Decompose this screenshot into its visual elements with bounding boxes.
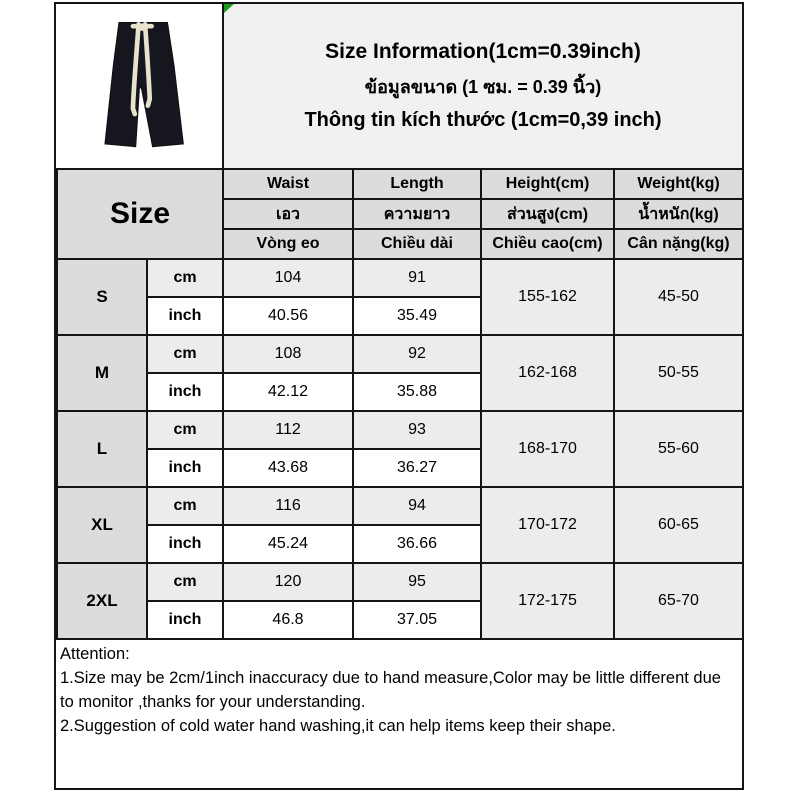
length-inch-value: 36.27 — [353, 449, 481, 487]
length-inch-value: 35.49 — [353, 297, 481, 335]
header-row-english — [57, 169, 743, 199]
unit-label-inch: inch — [147, 601, 223, 639]
waist-cm-value: 104 — [223, 259, 353, 297]
unit-label-cm: cm — [147, 259, 223, 297]
unit-label-cm: cm — [147, 411, 223, 449]
length-header-en: Length — [353, 169, 481, 199]
waist-cm-value: 120 — [223, 563, 353, 601]
waist-inch-value: 46.8 — [223, 601, 353, 639]
length-cm-value: 93 — [353, 411, 481, 449]
attention-section — [56, 640, 742, 788]
height-range: 162-168 — [481, 335, 614, 411]
weight-header-en: Weight(kg) — [614, 169, 743, 199]
unit-label-cm: cm — [147, 563, 223, 601]
title-english: Size Information(1cm=0.39inch) — [325, 40, 641, 63]
height-range: 170-172 — [481, 487, 614, 563]
size-label-l: L — [57, 411, 147, 487]
size-label-2xl: 2XL — [57, 563, 147, 639]
header-section — [56, 4, 742, 168]
waist-header-th: เอว — [223, 199, 353, 229]
length-cm-value: 91 — [353, 259, 481, 297]
height-header-th: ส่วนสูง(cm) — [481, 199, 614, 229]
waist-cm-value: 116 — [223, 487, 353, 525]
waist-inch-value: 40.56 — [223, 297, 353, 335]
waist-inch-value: 45.24 — [223, 525, 353, 563]
table-row-xl-cm — [57, 487, 743, 525]
weight-range: 55-60 — [614, 411, 743, 487]
pants-image — [61, 10, 217, 162]
size-chart-container — [54, 2, 744, 790]
length-cm-value: 95 — [353, 563, 481, 601]
table-row-2xl-cm — [57, 563, 743, 601]
waist-header-en: Waist — [223, 169, 353, 199]
size-label-xl: XL — [57, 487, 147, 563]
attention-note-1: 1.Size may be 2cm/1inch inaccuracy due to hand measure,Color may be little different due to monitor ,thanks for your understanding. — [60, 669, 721, 711]
size-table-header — [57, 169, 743, 259]
weight-header-vi: Cân nặng(kg) — [614, 229, 743, 259]
height-range: 155-162 — [481, 259, 614, 335]
unit-label-cm: cm — [147, 335, 223, 373]
waist-inch-value: 43.68 — [223, 449, 353, 487]
height-header-en: Height(cm) — [481, 169, 614, 199]
length-inch-value: 36.66 — [353, 525, 481, 563]
waist-inch-value: 42.12 — [223, 373, 353, 411]
length-inch-value: 35.88 — [353, 373, 481, 411]
unit-label-inch: inch — [147, 449, 223, 487]
title-thai: ข้อมูลขนาด (1 ซม. = 0.39 นิ้ว) — [364, 77, 602, 97]
weight-range: 60-65 — [614, 487, 743, 563]
unit-label-inch: inch — [147, 297, 223, 335]
table-row-s-cm — [57, 259, 743, 297]
weight-range: 45-50 — [614, 259, 743, 335]
length-cm-value: 94 — [353, 487, 481, 525]
product-photo-cell — [56, 4, 222, 168]
attention-note-2: 2.Suggestion of cold water hand washing,it can help items keep their shape. — [60, 717, 616, 735]
length-header-vi: Chiều dài — [353, 229, 481, 259]
table-row-m-cm — [57, 335, 743, 373]
table-row-l-cm — [57, 411, 743, 449]
size-table-body — [57, 259, 743, 639]
weight-range: 50-55 — [614, 335, 743, 411]
waist-cm-value: 108 — [223, 335, 353, 373]
weight-range: 65-70 — [614, 563, 743, 639]
size-label-m: M — [57, 335, 147, 411]
unit-label-inch: inch — [147, 373, 223, 411]
unit-label-cm: cm — [147, 487, 223, 525]
green-corner-marker — [224, 4, 234, 13]
title-vietnamese: Thông tin kích thước (1cm=0,39 inch) — [304, 109, 662, 131]
size-table — [56, 168, 744, 640]
unit-label-inch: inch — [147, 525, 223, 563]
height-range: 168-170 — [481, 411, 614, 487]
size-label-s: S — [57, 259, 147, 335]
weight-header-th: น้ำหนัก(kg) — [614, 199, 743, 229]
height-range: 172-175 — [481, 563, 614, 639]
attention-title: Attention: — [60, 645, 130, 663]
size-header-cell: Size — [57, 169, 223, 259]
waist-header-vi: Vòng eo — [223, 229, 353, 259]
height-header-vi: Chiều cao(cm) — [481, 229, 614, 259]
length-cm-value: 92 — [353, 335, 481, 373]
length-header-th: ความยาว — [353, 199, 481, 229]
waist-cm-value: 112 — [223, 411, 353, 449]
length-inch-value: 37.05 — [353, 601, 481, 639]
title-block — [222, 4, 742, 168]
